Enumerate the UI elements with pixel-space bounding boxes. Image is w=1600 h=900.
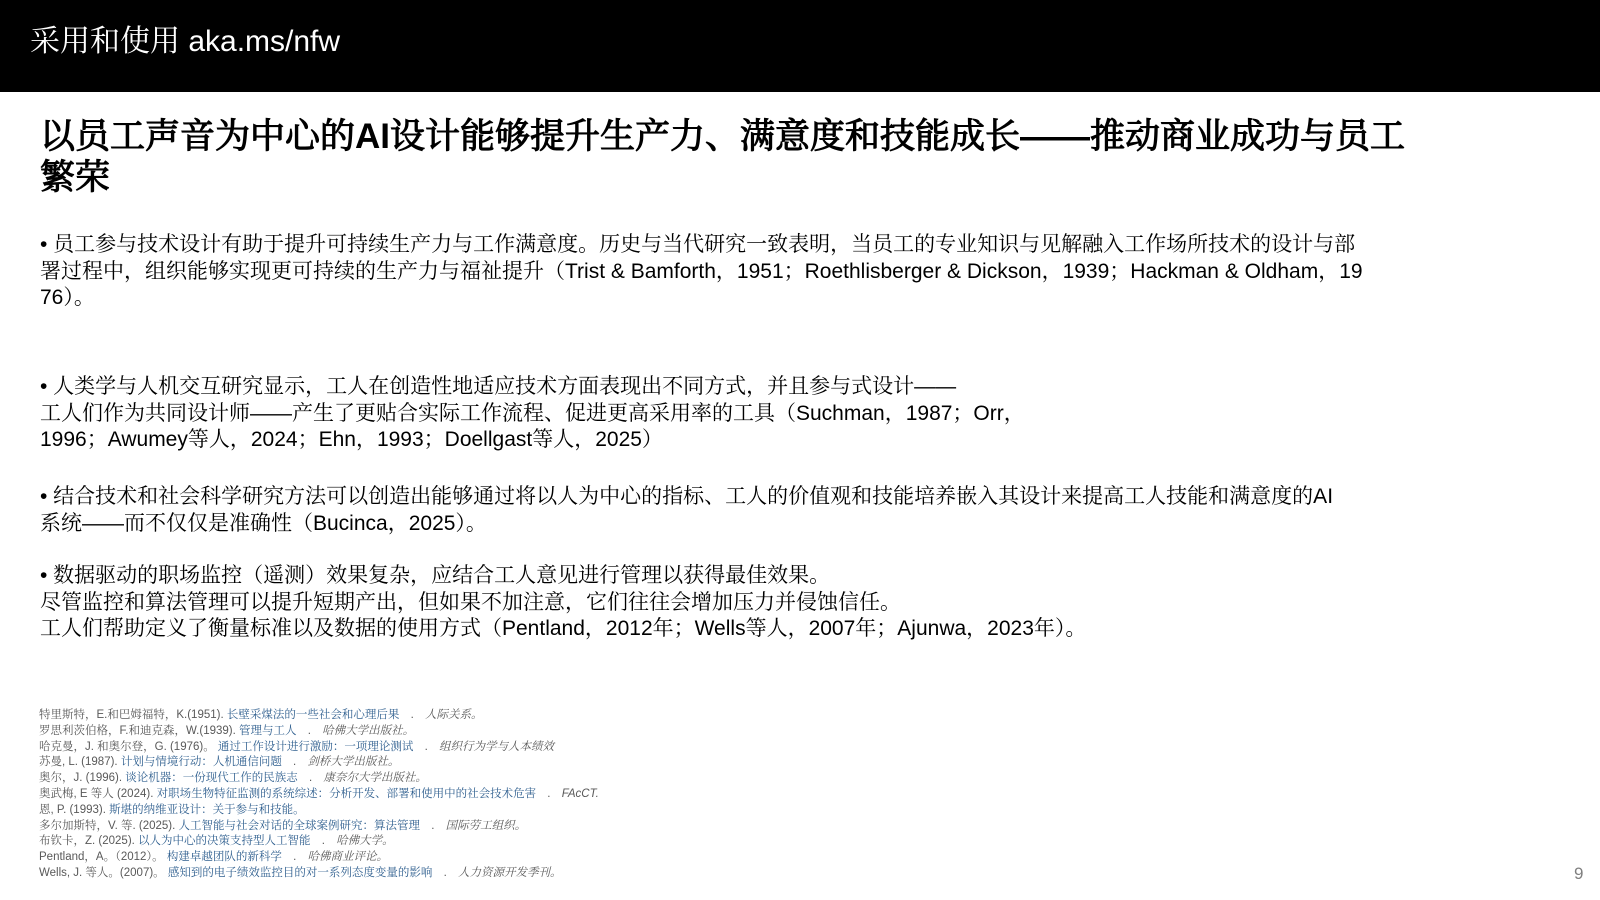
- reference-journal: 哈佛大学出版社。: [322, 724, 415, 737]
- reference-item: [39, 724, 1139, 740]
- reference-item: [39, 803, 1139, 819]
- banner-text: 采用和使用 aka.ms/nfw: [30, 25, 341, 58]
- reference-link[interactable]: 人工智能与社会对话的全球案例研究：算法管理: [178, 819, 421, 832]
- bullet-line: 工人们帮助定义了衡量标准以及数据的使用方式（Pentland，2012年；Wells等人，2007年；Ajunwa，2023年）。: [40, 617, 1087, 640]
- reference-item: [39, 755, 1139, 771]
- reference-link[interactable]: 斯堪的纳维亚设计：关于参与和技能。: [109, 803, 305, 816]
- reference-author: 恩, P. (1993).: [39, 803, 106, 816]
- reference-separator: .: [443, 866, 447, 879]
- reference-item: [39, 771, 1139, 787]
- reference-author: 罗思利茨伯格，F.和迪克森，W.(1939).: [39, 724, 236, 737]
- reference-journal: 人力资源开发季刊。: [458, 866, 562, 879]
- reference-item: [39, 834, 1139, 850]
- reference-author: 布钦卡，Z. (2025).: [39, 835, 135, 848]
- reference-journal: FAcCT.: [561, 787, 599, 800]
- reference-journal: 组织行为学与人本绩效: [439, 740, 555, 753]
- bullet-line: 署过程中，组织能够实现更可持续的生产力与福祉提升（Trist & Bamforth，1951；Roethlisberger & Dickson，1939；Hackman & Oldham，19: [40, 259, 1363, 283]
- reference-link[interactable]: 对职场生物特征监测的系统综述：分析开发、部署和使用中的社会技术危害: [156, 787, 537, 800]
- reference-item: [39, 819, 1139, 835]
- reference-separator: .: [293, 851, 297, 864]
- bullet-line: 系统——而不仅仅是准确性（Bucinca，2025）。: [40, 511, 487, 535]
- title-line: 繁荣: [40, 158, 111, 197]
- reference-journal: 国际劳工组织。: [445, 819, 527, 832]
- reference-link[interactable]: 计划与情境行动：人机通信问题: [120, 756, 282, 769]
- reference-author: 奥尔，J. (1996).: [39, 772, 123, 785]
- reference-journal: 哈佛商业评论。: [307, 851, 388, 864]
- reference-separator: .: [321, 835, 325, 848]
- title-line: 以员工声音为中心的AI设计能够提升生产力、满意度和技能成长——推动商业成功与员工: [40, 117, 1406, 156]
- reference-link[interactable]: 以人为中心的决策支持型人工智能: [138, 835, 311, 848]
- reference-author: 哈克曼，J. 和奥尔登，G. (1976)。: [39, 740, 215, 753]
- reference-separator: .: [547, 787, 551, 800]
- bullet-workplace-monitoring: [40, 563, 1560, 643]
- page-number: 9: [1574, 864, 1584, 883]
- reference-item: [39, 740, 1139, 756]
- reference-link[interactable]: 构建卓越团队的新科学: [166, 851, 282, 864]
- bullet-line: • 员工参与技术设计有助于提升可持续生产力与工作满意度。历史与当代研究一致表明，当员工的专业知识与见解融入工作场所技术的设计与部: [40, 233, 1356, 256]
- reference-separator: .: [307, 724, 311, 737]
- reference-item: [39, 708, 1139, 724]
- reference-journal: 人际关系。: [424, 709, 483, 721]
- reference-item: [39, 866, 1139, 882]
- reference-separator: .: [424, 740, 428, 753]
- bullet-ai-systems: [40, 484, 1560, 537]
- reference-separator: .: [293, 756, 297, 769]
- reference-author: 特里斯特，E.和巴姆福特，K.(1951).: [39, 709, 224, 721]
- reference-item: [39, 850, 1139, 866]
- top-banner: [0, 0, 1600, 92]
- reference-author: 苏曼, L. (1987).: [39, 756, 118, 769]
- reference-link[interactable]: 感知到的电子绩效监控目的对一系列态度变量的影响: [167, 866, 433, 879]
- reference-separator: .: [431, 819, 435, 832]
- reference-link[interactable]: 管理与工人: [239, 724, 297, 737]
- reference-link[interactable]: 长壁采煤法的一些社会和心理后果: [226, 709, 400, 721]
- references-list: [39, 708, 1139, 882]
- reference-separator: .: [308, 772, 313, 785]
- bullet-line: • 结合技术和社会科学研究方法可以创造出能够通过将以人为中心的指标、工人的价值观和技能培养嵌入其设计来提高工人技能和满意度的AI: [40, 485, 1334, 508]
- reference-author: 多尔加斯特，V. 等. (2025).: [39, 819, 176, 832]
- bullet-line: 工人们作为共同设计师——产生了更贴合实际工作流程、促进更高采用率的工具（Suchman，1987；Orr，: [40, 401, 1025, 425]
- reference-link[interactable]: 通过工作设计进行激励：一项理论测试: [217, 740, 414, 753]
- reference-journal: 康奈尔大学出版社。: [323, 772, 427, 785]
- bullet-line: 1996；Awumey等人，2024；Ehn，1993；Doellgast等人，2025）: [40, 428, 663, 451]
- bullet-line: 尽管监控和算法管理可以提升短期产出，但如果不加注意，它们往往会增加压力并侵蚀信任。: [40, 590, 901, 614]
- reference-separator: .: [410, 709, 414, 721]
- bullet-line: • 人类学与人机交互研究显示，工人在创造性地适应技术方面表现出不同方式，并且参与式设计——: [40, 375, 957, 398]
- reference-journal: 剑桥大学出版社。: [307, 756, 400, 769]
- reference-journal: 哈佛大学。: [336, 835, 394, 848]
- bullet-participatory-design: [40, 374, 1560, 454]
- reference-author: Wells, J. 等人。(2007)。: [39, 866, 165, 879]
- bullet-line: • 数据驱动的职场监控（遥测）效果复杂，应结合工人意见进行管理以获得最佳效果。: [40, 564, 831, 587]
- bullet-employee-participation: [40, 232, 1560, 312]
- reference-item: [39, 787, 1139, 803]
- slide-title: [40, 116, 1570, 198]
- reference-author: Pentland，A。（2012）。: [39, 851, 164, 864]
- reference-author: 奥武梅, E 等人 (2024).: [39, 787, 154, 800]
- bullet-line: 76）。: [40, 286, 95, 309]
- reference-link[interactable]: 谈论机器：一份现代工作的民族志: [125, 772, 298, 785]
